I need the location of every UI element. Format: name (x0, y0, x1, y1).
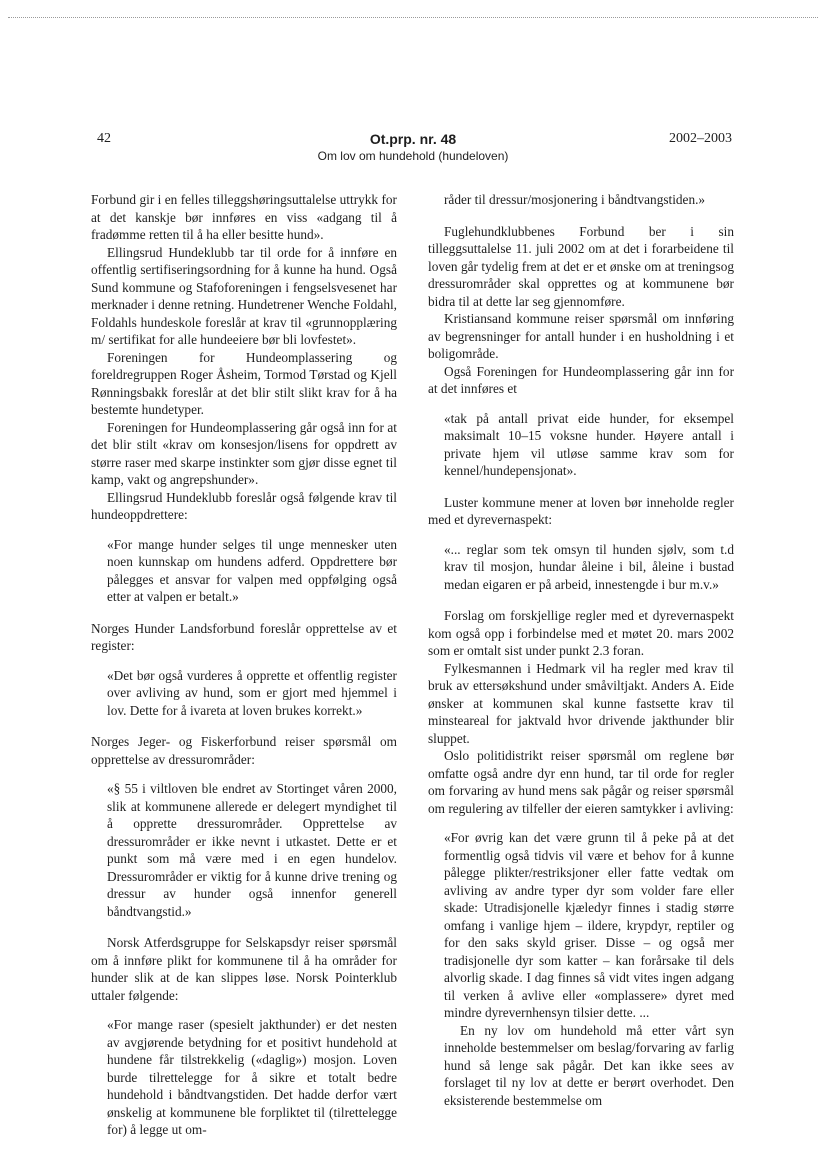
paragraph: Norges Hunder Landsforbund foreslår opprettelse av et register: (91, 620, 397, 653)
left-column (91, 191, 397, 1153)
block-quote: «For øvrig kan det være grunn til å peke på at det formentlig også tidvis vil være et behov for å kunne pålegge plikter/restriksjoner eller fatte vedtak om avliving av andre typer dyr som volder fare eller skade: Utradisjonelle kjæledyr finnes i stadig større omfang i vanlige hjem – ildere, krypdyr, reptiler og for den saks skyld griser. Disse – og også mer tradisjonelle dyr som katter – kan forårsake til dels alvorlig skade. I dag finnes så vidt vites ingen adgang til verken å avlive eller «omplassere» dyret med mindre dyrevernhensyn tilsier dette. ... (444, 830, 734, 1020)
paragraph: Ellingsrud Hundeklubb tar til orde for å innføre en offentlig sertifiseringsordning for å kunne ha hund. Også Sund kommune og Stafoforeningen i fengselsvesenet har merknader i denne retning. Hundetrener Wenche Foldahl, Foldahls hundeskole foreslår at krav til «grunnopplæring m/ sertifikat for alle hundeeiere bør bli lovfestet». (91, 244, 397, 347)
block-quote-continued: råder til dressur/mosjonering i båndtvangstiden.» (444, 192, 706, 207)
paragraph: Forslag om forskjellige regler med et dyrevernaspekt kom også opp i forbindelse med et møtet 20. mars 2002 som er omtalt sist under punkt 2.3 foran. (428, 608, 734, 658)
paragraph: Oslo politidistrikt reiser spørsmål om reglene bør omfatte også andre dyr enn hund, tar til orde for regler om forvaring av hund mens sak pågår og reiser spørsmål om regulering av tilfeller der eieren samtykker i avliving: (428, 748, 734, 816)
block-quote: «For mange raser (spesielt jakthunder) er det nesten av avgjørende betydning for et positivt hundehold at hundene får tilstrekkelig («daglig») mosjon. Loven burde tilrettelegge for å sikre et totalt bedre hundehold i båndtvangstiden. Det hadde derfor vært ønskelig at kommunene ble forpliktet til (tilrettelegge for) å legge ut om- (107, 1017, 397, 1137)
block-quote: «§ 55 i viltloven ble endret av Stortinget våren 2000, slik at kommunene allerede er delegert myndighet til å opprette dressurområder. Opprettelse av dressurområder er ikke nevnt i utkastet. Dette er et punkt som må være med i en egen hundelov. Dressurområder er viktig for å kunne drive trening og dressur av hunder også innenfor generell båndtvangstid.» (107, 781, 397, 919)
paragraph: Fylkesmannen i Hedmark vil ha regler med krav til bruk av ettersøkshund under småviltjakt. Anders A. Eide ønsker at kommunen skal kunne fastsette krav til minsteareal for jaktvald hvor drivende jakthunder blir sluppet. (428, 660, 734, 746)
block-quote: «tak på antall privat eide hunder, for eksempel maksimalt 10–15 voksne hunder. Høyere antall i private hjem vil utløse samme krav som for kennel/hundepensjonat». (444, 410, 734, 478)
block-quote: «... reglar som tek omsyn til hunden sjølv, som t.d krav til mosjon, hundar åleine i bil, åleine i bustad medan eigaren er på arbeid, innestengde i bur m.v.» (444, 541, 734, 592)
paragraph: Foreningen for Hundeomplassering går også inn for at det blir stilt «krav om konsesjon/lisens for oppdrett av større raser med skarpe instinkter som gjør disse egnet til kamp, vakt og angrepshunder». (91, 419, 397, 487)
top-border (8, 17, 818, 18)
paragraph: Norsk Atferdsgruppe for Selskapsdyr reiser spørsmål om å innføre plikt for kommunene til å ha områder for hunder slik at de kan slippes løse. Norsk Pointerklub uttaler følgende: (91, 935, 397, 1003)
paragraph: Luster kommune mener at loven bør inneholde regler med et dyrevernaspekt: (428, 494, 734, 527)
document-subtitle: Om lov om hundehold (hundeloven) (317, 149, 509, 163)
paragraph: Kristiansand kommune reiser spørsmål om innføring av begrensninger for antall hunder i en husholdning i et boligområde. (428, 311, 734, 361)
block-quote: «Det bør også vurderes å opprette et offentlig register over avliving av hund, som er gjort med hjemmel i lov. Dette for å ivareta at loven brukes korrekt.» (107, 667, 397, 718)
paragraph: Norges Jeger- og Fiskerforbund reiser spørsmål om opprettelse av dressurområder: (91, 734, 397, 767)
paragraph: Også Foreningen for Hundeomplassering går inn for at det innføres et (428, 363, 734, 396)
document-title: Ot.prp. nr. 48 (369, 131, 457, 147)
paragraph: Foreningen for Hundeomplassering og foreldregruppen Roger Åsheim, Tormod Tørstad og Kjell Rønningsbakk foreslår at det blir stilt slikt krav for å ha bestemte hundetyper. (91, 349, 397, 417)
block-quote: «For mange hunder selges til unge mennesker uten noen kunnskap om hundens adferd. Oppdrettere bør pålegges et ansvar for valpen med oppfølging også etter at valpen er betalt.» (107, 536, 397, 604)
page-number: 42 (97, 131, 111, 146)
block-quote: En ny lov om hundehold må etter vårt syn inneholde bestemmelser om beslag/forvaring av farlig hund så lenge sak pågår. Det kan ikke sees av forslaget til ny lov at dette er berørt overhodet. Den eksisterende bestemmelse om (444, 1022, 734, 1108)
paragraph: Fuglehundklubbenes Forbund ber i sin tilleggsuttalelse 11. juli 2002 om at det i forarbeidene til loven går tydelig frem at det er et ønske om at treningsog dressurområder skal opprettes og at kommunene bør bidra til at dette lar seg gjennomføre. (428, 223, 734, 309)
paragraph: Forbund gir i en felles tilleggshøringsuttalelse uttrykk for at det kanskje bør innføres en viss «adgang til å fradømme retten til å ha eller besitte hund». (91, 192, 397, 242)
paragraph: Ellingsrud Hundeklubb foreslår også følgende krav til hundeoppdrettere: (91, 489, 397, 522)
right-column (428, 191, 734, 1123)
document-years: 2002–2003 (669, 131, 732, 146)
